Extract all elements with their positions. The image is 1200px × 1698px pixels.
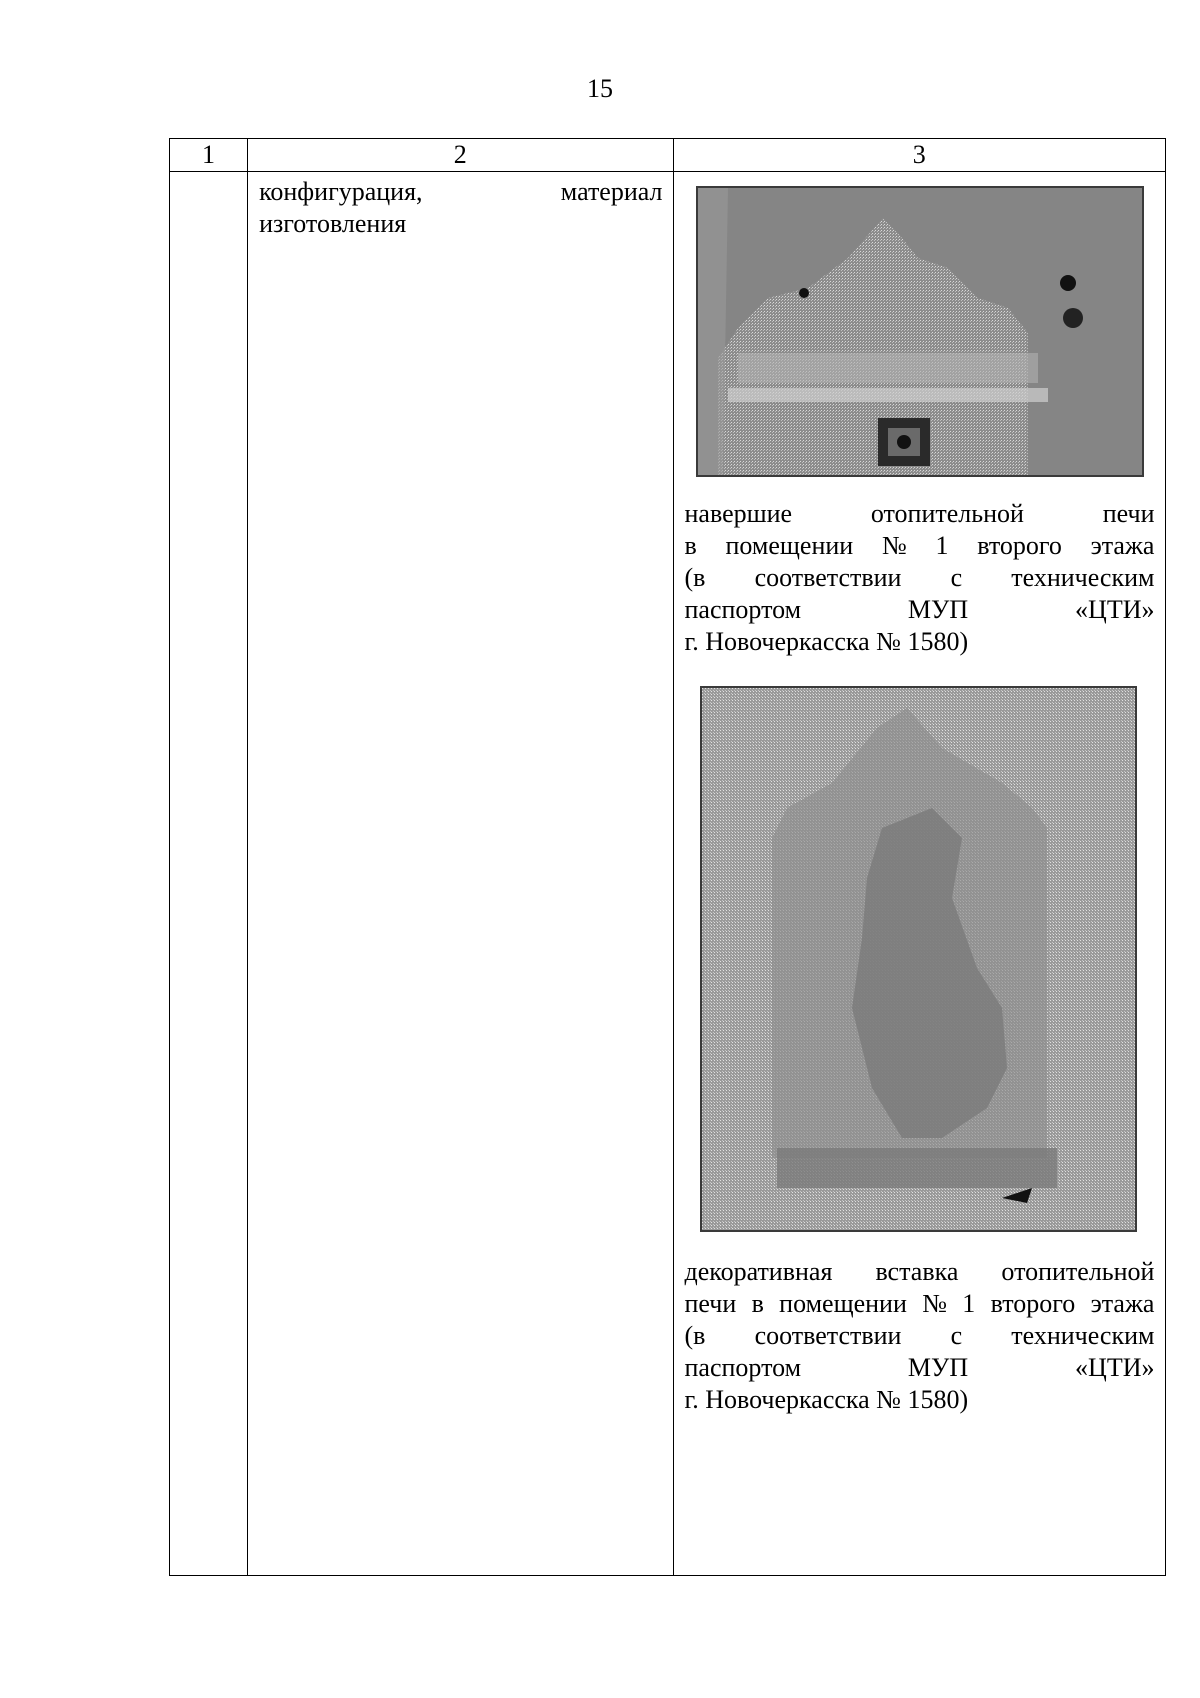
caption-word: с <box>950 1321 963 1350</box>
stove-top-photo <box>696 186 1144 477</box>
caption-word: МУП <box>907 595 969 624</box>
caption-word: декоративная <box>684 1257 833 1286</box>
page-number: 15 <box>587 74 613 103</box>
caption-word: (в <box>684 563 706 592</box>
header-cell-1: 1 <box>170 139 248 172</box>
caption-word: второго <box>977 531 1062 560</box>
caption-word: второго <box>990 1289 1076 1318</box>
cell-col-2 <box>248 172 673 1576</box>
caption-word: навершие <box>684 499 793 528</box>
caption-line: г. Новочеркасска № 1580) <box>684 627 969 656</box>
caption-word: соответствии <box>754 563 902 592</box>
caption-word: печи <box>1102 499 1155 528</box>
document-table <box>169 138 1166 1576</box>
caption-word: техническим <box>1011 563 1155 592</box>
caption-word: техническим <box>1011 1321 1155 1350</box>
caption-word: № <box>881 531 907 560</box>
caption-word: (в <box>684 1321 706 1350</box>
caption-word: 1 <box>962 1289 976 1318</box>
table-row <box>170 172 1166 1576</box>
caption-word: этажа <box>1090 1289 1155 1318</box>
caption-line: г. Новочеркасска № 1580) <box>684 1385 969 1414</box>
description-line: изготовления <box>259 209 407 238</box>
header-cell-2: 2 <box>248 139 673 172</box>
caption-word: отопительной <box>1001 1257 1155 1286</box>
caption-word: в <box>684 531 697 560</box>
caption-word: паспортом <box>684 595 802 624</box>
caption-word: этажа <box>1090 531 1155 560</box>
caption-word: 1 <box>935 531 949 560</box>
caption-word: «ЦТИ» <box>1075 595 1155 624</box>
table-header-row <box>170 139 1166 172</box>
cell-col-3 <box>673 172 1166 1576</box>
caption-word: помещении <box>779 1289 907 1318</box>
stove-top-caption <box>685 498 1155 658</box>
description-word: конфигурация, <box>259 177 423 206</box>
caption-word: с <box>950 563 963 592</box>
caption-word: № <box>922 1289 947 1318</box>
caption-word: помещении <box>725 531 854 560</box>
caption-word: «ЦТИ» <box>1075 1353 1155 1382</box>
decorative-insert-photo <box>700 686 1137 1232</box>
caption-word: МУП <box>907 1353 969 1382</box>
caption-word: в <box>751 1289 764 1318</box>
caption-word: соответствии <box>754 1321 902 1350</box>
header-cell-3: 3 <box>673 139 1166 172</box>
cell-col-1 <box>170 172 248 1576</box>
decorative-insert-caption <box>685 1256 1155 1416</box>
description-word: материал <box>560 177 663 206</box>
caption-word: отопительной <box>870 499 1024 528</box>
caption-word: паспортом <box>684 1353 802 1382</box>
property-description <box>248 172 672 240</box>
caption-word: вставка <box>875 1257 959 1286</box>
caption-word: печи <box>684 1289 737 1318</box>
